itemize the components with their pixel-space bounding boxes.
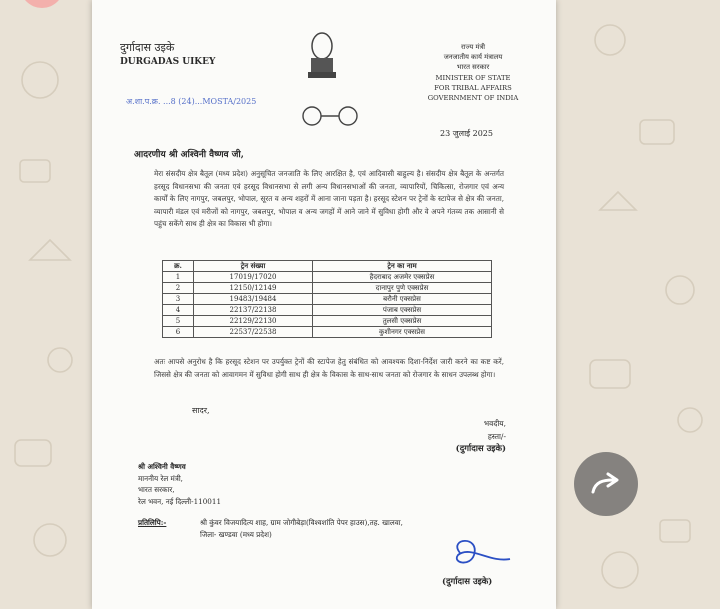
train-table — [162, 260, 492, 338]
reference-number: अ.शा.प.क्र. ...8 (24)...MOSTA/2025 — [126, 97, 257, 106]
letter-date: 23 जुलाई 2025 — [440, 129, 493, 138]
table-cell: दानापुर पुणे एक्सप्रेस — [313, 283, 492, 294]
table-row — [163, 294, 492, 305]
recipient-block: श्री अश्विनी वैष्णव माननीय रेल मंत्री, भारत सरकार, रेल भवन, नई दिल्ली-110011 — [138, 462, 222, 506]
regards: सादर, — [192, 406, 210, 415]
table-cell: 5 — [163, 316, 194, 327]
designation-block: राज्य मंत्री जनजातीय कार्य मंत्रालय भारत सरकार MINISTER OF STATE FOR TRIBAL AFFAIRS GOVERNMENT OF INDIA — [427, 43, 519, 103]
forward-button[interactable] — [574, 452, 638, 516]
copy-text-district: जिला- खण्डवा (मध्य प्रदेश) — [200, 530, 272, 539]
table-cell: कुशीनगर एक्सप्रेस — [313, 327, 492, 338]
table-header-row: क्र. ट्रेन संख्या ट्रेन का नाम — [163, 261, 492, 272]
table-cell: 22537/22538 — [194, 327, 313, 338]
national-emblem-icon — [302, 28, 342, 86]
sender-name-english: DURGADAS UIKEY — [120, 57, 216, 67]
letter-image — [92, 0, 556, 609]
table-row — [163, 272, 492, 283]
table-row — [163, 305, 492, 316]
swachh-bharat-logo-icon — [298, 104, 362, 128]
signature-name: (दुर्गादास उइके) — [442, 577, 493, 587]
forward-arrow-icon — [589, 472, 623, 496]
table-row — [163, 327, 492, 338]
table-cell: पंजाब एक्सप्रेस — [313, 305, 492, 316]
sender-name-hindi: दुर्गादास उइके — [120, 41, 175, 54]
copy-text: श्री कुंवर विजयादित्य शाह, ग्राम जोगीबेड़ा(विश्वशांति पेपर हाउस),तह. खालवा, — [200, 518, 403, 527]
table-row — [163, 316, 492, 327]
table-cell: 2 — [163, 283, 194, 294]
table-cell: 4 — [163, 305, 194, 316]
paragraph-2: अतः आपसे अनुरोध है कि हरसूद स्टेशन पर उपर्युक्त ट्रेनों की स्टापेज हेतु संबंधित को आवश्यक दिशा-निर्देश जारी करने का कष्ट करें, जिससे क्षेत्र की जनता को आवागमन में सुविधा होगी साथ ही क्षेत्र के विकास के साथ-साथ जनता को रोजगार के साधन उपलब्ध होगा। — [154, 357, 504, 379]
table-cell: हैदराबाद अजमेर एक्सप्रेस — [313, 272, 492, 283]
table-cell: 22129/22130 — [194, 316, 313, 327]
table-row — [163, 283, 492, 294]
table-cell: तुलसी एक्सप्रेस — [313, 316, 492, 327]
salutation: आदरणीय श्री अश्विनी वैष्णव जी, — [134, 150, 244, 160]
paragraph-1: मेरा संसदीय क्षेत्र बैतूल (मध्य प्रदेश) अनुसूचित जनजाति के लिए आरक्षित है, एवं आदिवासी बाहुल्य है। संसदीय क्षेत्र बैतूल के अन्तर्गत हरसूद विधानसभा की जनता एवं हरसूद विधानसभा से लगी अन्य विधानसभाओं की जनता, व्यापारियों, चिकित्सा, रोजगार एवं अन्य कार्यों के लिए नागपुर, जबलपुर, भोपाल, सूरत व अन्य शहरों में आना जाना पड़ता है। हरसूद स्टेशन पर ट्रेनों के स्टापेज से क्षेत्र की जनता, व्यापारी मंडल एवं मरीजों को नागपुर, जबलपुर, भोपाल व अन्य जगहों में आने जाने में सुविधा होगी और वे अपने गंतव्य तक आसानी से पहुंच सकेंगे साथ ही क्षेत्र का विकास भी होगा। — [154, 169, 505, 229]
table-cell: 12150/12149 — [194, 283, 313, 294]
table-cell: 1 — [163, 272, 194, 283]
signature-icon — [440, 533, 520, 579]
table-cell: 19483/19484 — [194, 294, 313, 305]
closing-block: भवदीय, हस्ता/- (दुर्गादास उइके) — [455, 419, 506, 454]
copy-label: प्रतिलिपि:- — [138, 518, 167, 527]
table-cell: 17019/17020 — [194, 272, 313, 283]
table-cell: बरौनी एक्सप्रेस — [313, 294, 492, 305]
table-cell: 3 — [163, 294, 194, 305]
table-cell: 22137/22138 — [194, 305, 313, 316]
table-cell: 6 — [163, 327, 194, 338]
